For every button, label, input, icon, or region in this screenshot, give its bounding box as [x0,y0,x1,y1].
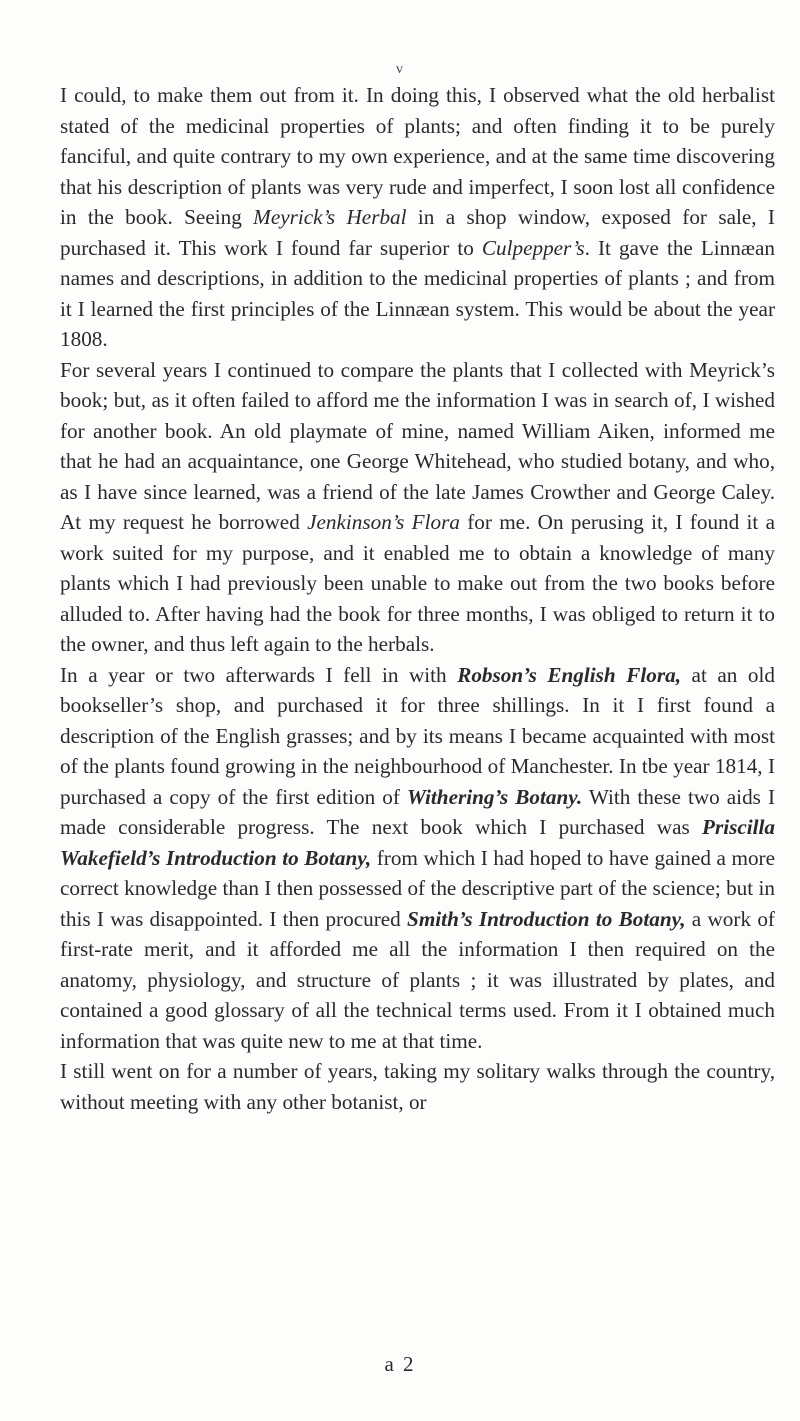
page-number: v [396,62,404,77]
paragraph [60,1056,775,1117]
text-run: For several years I continued to compare the plants that I collected with Meyrick’s book; but, as it often failed to afford me the information I was in search of, I wished for another book. An old playmate of mine, named William Aiken, informed me that he had an acquaintance, one George Whitehead, who studied botany, and who, as I have since learned, was a friend of the late James Crowther and George Caley. At my request he borrowed [60,357,775,534]
book-title: Robson’s English Flora, [457,662,681,687]
book-title: Jenkinson’s Flora [307,510,460,534]
text-run: I still went on for a number of years, taking my solitary walks through the country, without meeting with any other botanist, or [60,1059,775,1114]
paragraph [60,80,775,355]
book-title: Priscilla Wakefield’s Introduction to Botany, [60,815,775,870]
book-title: Withering’s Botany. [406,784,583,809]
signature-mark: a 2 [384,1352,416,1376]
text-run: from which I had hoped to have gained a more correct knowledge than I then possessed of the descriptive part of the science; but in this I was disappointed. I then procured [60,845,776,931]
text-run: In a year or two afterwards I fell in with [60,662,458,687]
text-run: at an old bookseller’s shop, and purchased it for three shillings. In it I first found a description of the English grasses; and by its means I became acquainted with most of the plants found growing in the neighbourhood of Manchester. In tbe year 1814, I purchased a copy of the first edition of [60,662,775,809]
book-title: Smith’s Introduction to Botany, [407,906,686,931]
text-run: a work of first-rate merit, and it afforded me all the information I then required on the anatomy, physiology, and structure of plants ; it was illustrated by plates, and contained a good glossary of all the technical terms used. From it I obtained much information that was quite new to me at that time. [60,906,775,1053]
paragraph [60,355,775,660]
book-title: Culpepper’s [481,235,585,260]
book-title: Meyrick’s Herbal [253,205,407,229]
text-run: . It gave the Linnæan names and descriptions, in addition to the medicinal properties of plants ; and from it I learned the first principles of the Linnæan system. This would be about the year 1808. [60,235,776,351]
text-run: I could, to make them out from it. In doing this, I observed what the old herbalist stated of the medicinal properties of plants; and often finding it to be purely fanciful, and quite contrary to my own experience, and at the same time discovering that his description of plants was very rude and imperfect, I soon lost all confidence in the book. Seeing [60,83,775,229]
text-run: With these two aids I made considerable progress. The next book which I purchased was [60,784,776,839]
text-run: in a shop window, exposed for sale, I purchased it. This work I found far superior to [60,205,775,260]
body-text [60,80,775,1117]
paragraph [60,660,775,1057]
text-run: for me. On perusing it, I found it a work suited for my purpose, and it enabled me to obtain a knowledge of many plants which I had previously been unable to make out from the two books before alluded to. After having had the book for three months, I was obliged to return it to the owner, and thus left again to the herbals. [60,510,775,656]
